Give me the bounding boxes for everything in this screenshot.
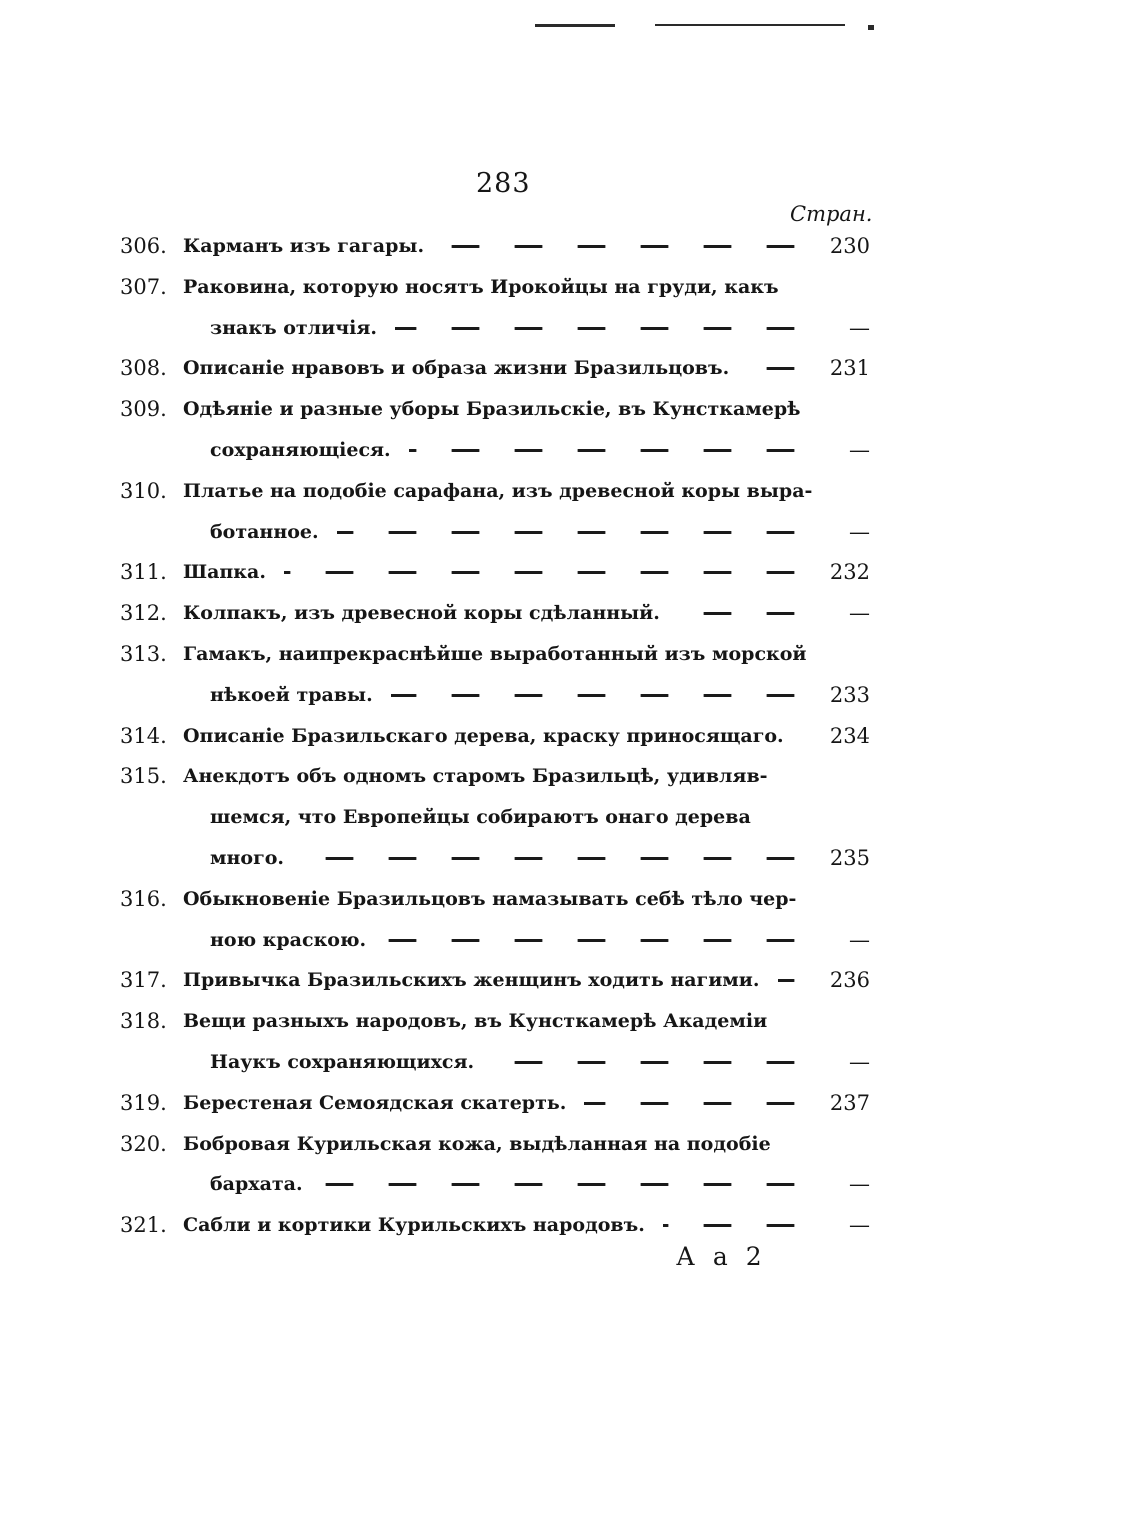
entry-number: 314. xyxy=(120,723,167,748)
toc-line xyxy=(120,512,870,553)
toc-line xyxy=(120,471,870,512)
toc-line xyxy=(120,1042,870,1083)
toc-line xyxy=(120,348,870,389)
entry-number: 307. xyxy=(120,274,167,299)
toc-line xyxy=(120,308,870,349)
page-number: 283 xyxy=(476,168,531,199)
entry-title: Раковина, которую носятъ Ирокойцы на груди, какъ xyxy=(183,275,779,298)
entry-number: 318. xyxy=(120,1009,167,1034)
entry-title: Колпакъ, изъ древесной коры сдѣланный. xyxy=(183,602,660,625)
dot-leader xyxy=(284,571,812,574)
dot-leader xyxy=(409,449,812,452)
entry-title: Бобровая Курильская кожа, выдѣланная на подобіе xyxy=(183,1132,771,1155)
toc-line xyxy=(120,226,870,267)
toc-line xyxy=(120,552,870,593)
toc-line xyxy=(120,389,870,430)
entry-title: Шапка. xyxy=(183,561,266,584)
toc-line xyxy=(120,634,870,675)
entry-number: 311. xyxy=(120,560,167,585)
dot-leader xyxy=(584,1102,812,1105)
dot-leader xyxy=(302,857,812,860)
dot-leader xyxy=(321,1183,812,1186)
toc-line xyxy=(120,960,870,1001)
entry-page-number: — xyxy=(849,601,870,626)
entry-title: Гамакъ, наипрекраснѣйше выработанный изъ морской xyxy=(183,642,807,665)
entry-page-number: — xyxy=(849,519,870,544)
entry-title: Сабли и кортики Курильскихъ народовъ. xyxy=(183,1214,645,1237)
toc-line xyxy=(120,838,870,879)
toc-line xyxy=(120,716,870,757)
dot-leader xyxy=(802,735,812,738)
toc-line xyxy=(120,1124,870,1165)
entry-title: знакъ отличія. xyxy=(210,316,377,339)
entry-title: Наукъ сохраняющихся. xyxy=(210,1050,475,1073)
toc-line xyxy=(120,797,870,838)
entry-page-number: 231 xyxy=(829,356,870,381)
toc-line xyxy=(120,756,870,797)
entry-number: 310. xyxy=(120,478,167,503)
signature-mark: А а 2 xyxy=(676,1242,767,1271)
entry-title: нѣкоей травы. xyxy=(210,683,373,706)
toc-line xyxy=(120,1083,870,1124)
entry-page-number: 230 xyxy=(829,234,870,258)
entry-page-number: 235 xyxy=(829,845,870,870)
entry-page-number: 237 xyxy=(829,1090,870,1115)
toc-line xyxy=(120,675,870,716)
entry-title: Обыкновеніе Бразильцовъ намазывать себѣ тѣло чер- xyxy=(183,887,797,910)
entry-title: ботанное. xyxy=(210,520,319,543)
dot-leader xyxy=(492,1061,812,1064)
entry-title: Карманъ изъ гагары. xyxy=(183,235,425,257)
toc-line xyxy=(120,1205,870,1246)
entry-title: бархата. xyxy=(210,1173,303,1196)
entry-number: 308. xyxy=(120,356,167,381)
entry-page-number: — xyxy=(849,1213,870,1238)
entry-title: Описаніе нравовъ и образа жизни Бразильцовъ. xyxy=(183,357,730,380)
dot-leader xyxy=(384,939,812,942)
scan-mark xyxy=(655,24,845,26)
dot-leader xyxy=(395,327,812,330)
toc-line xyxy=(120,1001,870,1042)
dot-leader xyxy=(747,367,812,370)
entry-title: ною краскою. xyxy=(210,928,367,951)
entry-number: 306. xyxy=(120,234,167,258)
entry-title: Платье на подобіе сарафана, изъ древесной коры выра- xyxy=(183,479,813,502)
entry-title: сохраняющіеся. xyxy=(210,438,391,461)
column-header-pages: Стран. xyxy=(790,202,873,226)
toc-line xyxy=(120,879,870,920)
entry-number: 312. xyxy=(120,601,167,626)
toc-line xyxy=(120,267,870,308)
scan-mark xyxy=(868,25,874,30)
dot-leader xyxy=(663,1224,812,1227)
entry-page-number: 234 xyxy=(829,723,870,748)
entry-title: много. xyxy=(210,846,285,869)
dot-leader xyxy=(337,531,812,534)
scan-mark xyxy=(535,24,615,27)
entry-page-number: 236 xyxy=(829,968,870,993)
toc-line xyxy=(120,593,870,634)
entry-number: 319. xyxy=(120,1090,167,1115)
entry-number: 313. xyxy=(120,641,167,666)
entry-page-number: — xyxy=(849,437,870,462)
entry-page-number: — xyxy=(849,315,870,340)
entry-number: 309. xyxy=(120,397,167,422)
entry-title: Одѣяніе и разные уборы Бразильскіе, въ Кунсткамерѣ xyxy=(183,398,801,421)
dot-leader xyxy=(678,612,812,615)
entry-title: Описаніе Бразильскаго дерева, краску приносящаго. xyxy=(183,724,784,747)
toc-line xyxy=(120,920,870,961)
entry-title: Анекдотъ объ одномъ старомъ Бразильцѣ, удивляв- xyxy=(183,765,768,788)
entry-page-number: 232 xyxy=(829,560,870,585)
entry-number: 320. xyxy=(120,1131,167,1156)
dot-leader xyxy=(391,694,812,697)
entry-title: Привычка Бразильскихъ женщинъ ходить нагими. xyxy=(183,969,760,992)
entry-page-number: 233 xyxy=(829,682,870,707)
toc-line xyxy=(120,1164,870,1205)
entry-title: Берестеная Семоядская скатерть. xyxy=(183,1091,567,1114)
entry-number: 315. xyxy=(120,764,167,789)
entry-number: 316. xyxy=(120,886,167,911)
toc-line xyxy=(120,430,870,471)
entry-page-number: — xyxy=(849,1172,870,1197)
dot-leader xyxy=(442,245,812,248)
table-of-contents xyxy=(120,226,870,1246)
entry-title: Вещи разныхъ народовъ, въ Кунсткамерѣ Академіи xyxy=(183,1010,768,1033)
entry-page-number: — xyxy=(849,1049,870,1074)
entry-title: шемся, что Европейцы собираютъ онаго дерева xyxy=(210,806,751,829)
entry-page-number: — xyxy=(849,927,870,952)
dot-leader xyxy=(778,979,812,982)
entry-number: 317. xyxy=(120,968,167,993)
entry-number: 321. xyxy=(120,1213,167,1238)
